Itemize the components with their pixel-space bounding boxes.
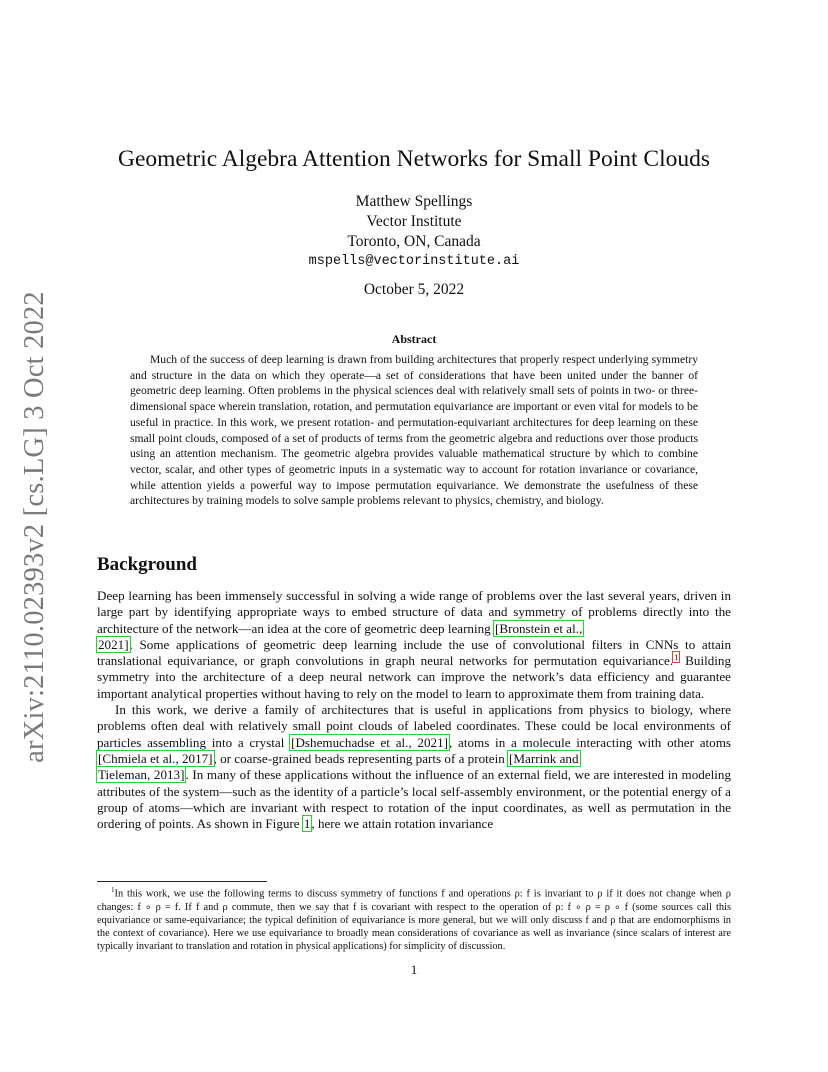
paragraph-text: , here we attain rotation invariance: [311, 816, 494, 832]
section-body: [97, 588, 731, 832]
paragraph-text: . Some applications of geometric deep learning include the use of convolutional filters in CNNs to attain translational equivariance, or graph convolutions in graph neural networks for permutation equivariance.: [97, 636, 731, 669]
paragraph-text: , or coarse-grained beads representing parts of a protein: [213, 750, 509, 766]
footnote-mark: 1: [111, 886, 115, 894]
author-block: [200, 192, 628, 272]
paragraph-text: Deep learning has been immensely successful in solving a wide range of problems over the last several years, driven in large part by identifying appropriate ways to embed structure of data and symmetry of problems directly into the architecture of the network—an idea at the core of geometric deep learning: [97, 588, 731, 636]
citation-link[interactable]: Tieleman, 2013]: [98, 767, 185, 783]
author-location: Toronto, ON, Canada: [347, 233, 481, 250]
citation-link[interactable]: [Chmiela et al., 2017]: [98, 750, 213, 766]
footnote-ref-link[interactable]: 1: [674, 651, 679, 662]
arxiv-identifier-text: arXiv:2110.02393v2 [cs.LG] 3 Oct 2022: [19, 291, 51, 763]
paper-date: October 5, 2022: [363, 281, 465, 298]
paragraph-text: . In many of these applications without the influence of an external field, we are interested in modeling attributes of the system—such as the identity of a particle’s local self-assembly environment, or the potential energy of a group of atoms—which are invariant with respect to rotation of the input coordinates, as well as permutation in the ordering of points. As shown in Figure: [97, 767, 731, 832]
citation-link[interactable]: [Bronstein et al.,: [495, 620, 583, 636]
footnote-text: In this work, we use the following terms to discuss symmetry of functions f and operations ρ: f is invariant to ρ if it does not change when ρ changes: f ∘ ρ = f. If f and ρ commute, then we say that f is covariant with respect to the operation of ρ: f ∘ ρ = ρ ∘ f (some sources call this equivariance or same-equivariance; the typical definition of equivariance is more general, but we will only discuss f and ρ that are endomorphisms in the context of covariance). Here we use equivariance to broadly mean considerations of covariance as well as invariance (since scalars of interest are typically invariant to translation and rotation in physical applications) for simplicity of discussion.: [97, 888, 731, 953]
paragraph-text: In this work, we derive a family of architectures that is useful in applications from physics to biology, where problems often deal with relatively small point clouds of labeled coordinates. These could be local environments of particles assembling into a crystal: [97, 702, 731, 750]
paragraph-1: [97, 588, 731, 702]
paragraph-2: [97, 702, 731, 832]
page-number: 1: [410, 962, 418, 977]
abstract-heading: Abstract: [391, 332, 437, 346]
author-email-link[interactable]: mspells@vectorinstitute.ai: [308, 254, 520, 269]
footnote-divider: [97, 881, 267, 882]
paper-title: Geometric Algebra Attention Networks for Small Point Clouds: [118, 146, 710, 172]
footnote: [97, 884, 731, 953]
paragraph-text: Building symmetry into the architecture of a deep neural network can improve the network’s data efficiency and guarantee important analytical properties without having to rely on the model to learn to approximate them from training data.: [97, 653, 731, 701]
citation-link[interactable]: 2021]: [98, 636, 129, 652]
author-affiliation: Vector Institute: [366, 213, 462, 230]
citation-link[interactable]: [Marrink and: [509, 750, 579, 766]
figure-ref-link[interactable]: 1: [303, 816, 311, 832]
author-name: Matthew Spellings: [355, 193, 473, 210]
paragraph-text: , atoms in a molecule interacting with other atoms: [449, 734, 731, 750]
arxiv-identifier-stamp: [12, 291, 58, 763]
section-heading: Background: [97, 554, 197, 575]
citation-link[interactable]: [Dshemuchadse et al., 2021]: [291, 734, 448, 750]
abstract-text: Much of the success of deep learning is drawn from building architectures that properly respect underlying symmetry and structure in the data on which they operate—a set of considerations that have been united under the banner of geometric deep learning. Often problems in the physical sciences deal with relatively small sets of points in two- or three-dimensional space wherein translation, rotation, and permutation equivariance are important or even vital for models to be useful in practice. In this work, we present rotation- and permutation-equivariant architectures for deep learning on these small point clouds, composed of a set of products of terms from the geometric algebra and reductions over those products using an attention mechanism. The geometric algebra provides valuable mathematical structure by which to combine vector, scalar, and other types of geometric inputs in a systematic way to account for rotation invariance or covariance, while attention yields a powerful way to impose permutation equivariance. We demonstrate the usefulness of these architectures by training models to solve sample problems relevant to physics, chemistry, and biology.: [130, 353, 698, 508]
